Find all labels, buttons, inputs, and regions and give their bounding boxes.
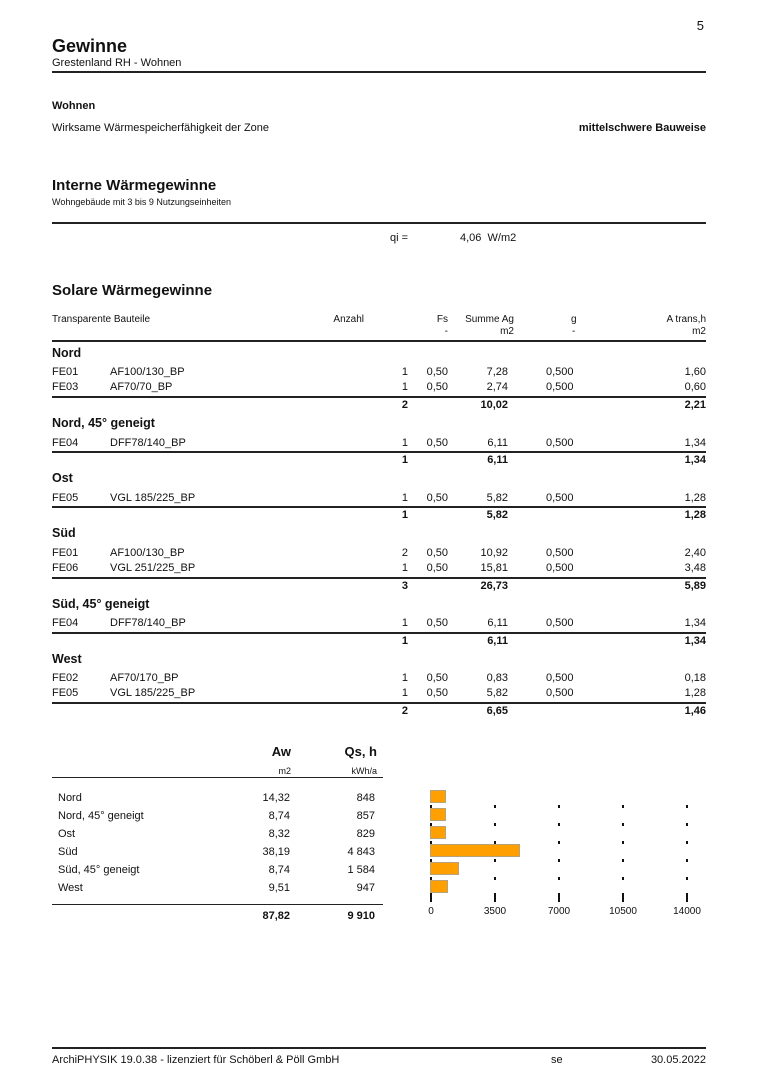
- group-heading: West: [52, 652, 82, 666]
- cell-id: FE06: [52, 562, 79, 574]
- cell-fs: 0,50: [426, 437, 448, 449]
- cell-id: FE01: [52, 547, 79, 559]
- cell-name: AF70/170_BP: [110, 672, 179, 684]
- cell-name: VGL 251/225_BP: [110, 562, 196, 574]
- footer-date: 30.05.2022: [650, 1054, 706, 1066]
- cell-name: AF70/70_BP: [110, 381, 173, 393]
- summary-row-name: Süd, 45° geneigt: [58, 864, 140, 876]
- cell-g: 0,500: [546, 381, 574, 393]
- summary-row-aw: 8,32: [268, 828, 290, 840]
- cell-fs: 0,50: [426, 562, 448, 574]
- summary-row-qs: 848: [356, 792, 375, 804]
- col-at-unit: m2: [692, 326, 706, 337]
- summary-row-name: Nord: [58, 792, 82, 804]
- footer-license: ArchiPHYSIK 19.0.38 - lizenziert für Schöberl & Pöll GmbH: [52, 1054, 340, 1066]
- sum-anzahl: 1: [401, 509, 408, 521]
- cell-at: 1,34: [684, 617, 706, 629]
- cell-anzahl: 1: [401, 672, 408, 684]
- internal-gains-subtitle: Wohngebäude mit 3 bis 9 Nutzungseinheiten: [52, 197, 231, 207]
- cell-name: VGL 185/225_BP: [110, 492, 196, 504]
- summary-col-qs: Qs, h: [344, 744, 377, 759]
- cell-at: 0,18: [684, 672, 706, 684]
- sum-anzahl: 1: [401, 454, 408, 466]
- zone-name: Wohnen: [52, 100, 96, 112]
- sum-ag: 5,82: [486, 509, 508, 521]
- summary-col-aw-unit: m2: [278, 766, 291, 776]
- cell-name: AF100/130_BP: [110, 366, 185, 378]
- col-ag: Summe Ag: [465, 314, 514, 325]
- cell-ag: 10,92: [480, 547, 508, 559]
- col-g: g: [571, 314, 577, 325]
- sum-anzahl: 1: [401, 635, 408, 647]
- cell-id: FE02: [52, 672, 79, 684]
- cell-anzahl: 1: [401, 617, 408, 629]
- summary-col-qs-unit: kWh/a: [351, 766, 377, 776]
- cell-g: 0,500: [546, 547, 574, 559]
- cell-fs: 0,50: [426, 617, 448, 629]
- cell-name: VGL 185/225_BP: [110, 687, 196, 699]
- summary-total-aw: 87,82: [262, 910, 290, 922]
- cell-ag: 15,81: [480, 562, 508, 574]
- cell-at: 1,60: [684, 366, 706, 378]
- cell-ag: 5,82: [486, 492, 508, 504]
- summary-row-name: West: [58, 882, 83, 894]
- bar-west: [430, 880, 448, 893]
- cell-name: DFF78/140_BP: [110, 437, 186, 449]
- cell-g: 0,500: [546, 617, 574, 629]
- group-heading: Süd, 45° geneigt: [52, 597, 150, 611]
- cell-ag: 6,11: [487, 617, 508, 629]
- col-g-unit: -: [572, 326, 576, 337]
- cell-anzahl: 2: [401, 547, 408, 559]
- bar-nord-45: [430, 808, 446, 821]
- zone-capacity-label: Wirksame Wärmespeicherfähigkeit der Zone: [52, 122, 270, 134]
- cell-fs: 0,50: [426, 547, 448, 559]
- group-heading: Ost: [52, 471, 73, 485]
- cell-fs: 0,50: [426, 492, 448, 504]
- cell-g: 0,500: [546, 366, 574, 378]
- summary-row-aw: 9,51: [268, 882, 290, 894]
- page-title: Gewinne: [52, 36, 128, 56]
- cell-at: 1,28: [684, 492, 706, 504]
- x-tick-label: 3500: [483, 906, 507, 917]
- qi-unit: W/m2: [487, 232, 517, 244]
- footer-divider: [52, 1047, 706, 1049]
- page-number: 5: [696, 18, 704, 33]
- col-bauteile: Transparente Bauteile: [52, 314, 151, 325]
- cell-g: 0,500: [546, 687, 574, 699]
- group-heading: Nord: [52, 346, 82, 360]
- footer-user: se: [551, 1054, 563, 1066]
- group-heading: Süd: [52, 526, 76, 540]
- cell-ag: 5,82: [486, 687, 508, 699]
- summary-row-qs: 829: [356, 828, 375, 840]
- sum-ag: 10,02: [480, 399, 508, 411]
- sum-at: 1,46: [684, 705, 706, 717]
- sum-at: 1,28: [684, 509, 706, 521]
- summary-row-aw: 14,32: [262, 792, 290, 804]
- col-fs-unit: -: [444, 326, 448, 337]
- sum-at: 2,21: [684, 399, 706, 411]
- cell-at: 1,34: [684, 437, 706, 449]
- sum-anzahl: 2: [401, 705, 408, 717]
- col-ag-unit: m2: [500, 326, 514, 337]
- cell-anzahl: 1: [401, 492, 408, 504]
- sum-anzahl: 3: [401, 580, 408, 592]
- cell-anzahl: 1: [401, 437, 408, 449]
- cell-g: 0,500: [546, 437, 574, 449]
- summary-row-name: Süd: [58, 846, 78, 858]
- summary-row-qs: 1 584: [347, 864, 375, 876]
- bar-sued-45: [430, 862, 459, 875]
- cell-id: FE04: [52, 617, 79, 629]
- cell-name: AF100/130_BP: [110, 547, 185, 559]
- cell-at: 1,28: [684, 687, 706, 699]
- col-anzahl: Anzahl: [333, 314, 364, 325]
- summary-row-qs: 857: [356, 810, 375, 822]
- cell-fs: 0,50: [426, 672, 448, 684]
- sum-at: 1,34: [684, 454, 706, 466]
- col-at: A trans,h: [666, 314, 706, 325]
- cell-id: FE01: [52, 366, 79, 378]
- sum-anzahl: 2: [401, 399, 408, 411]
- cell-ag: 2,74: [486, 381, 508, 393]
- sum-ag: 26,73: [480, 580, 508, 592]
- x-tick-label: 7000: [547, 906, 571, 917]
- cell-name: DFF78/140_BP: [110, 617, 186, 629]
- zone-capacity-value: mittelschwere Bauweise: [578, 122, 706, 134]
- cell-g: 0,500: [546, 492, 574, 504]
- summary-row-name: Nord, 45° geneigt: [58, 810, 144, 822]
- group-heading: Nord, 45° geneigt: [52, 416, 155, 430]
- summary-row-aw: 38,19: [262, 846, 290, 858]
- page-subtitle: Grestenland RH - Wohnen: [52, 57, 182, 69]
- cell-fs: 0,50: [426, 366, 448, 378]
- bar-ost: [430, 826, 446, 839]
- internal-gains-title: Interne Wärmegewinne: [52, 177, 217, 194]
- bar-nord: [430, 790, 446, 803]
- x-tick-label: 14000: [673, 906, 701, 917]
- summary-col-aw: Aw: [271, 744, 291, 759]
- sum-ag: 6,65: [486, 705, 508, 717]
- cell-at: 2,40: [684, 547, 706, 559]
- cell-id: FE03: [52, 381, 79, 393]
- x-tick-label: 10500: [609, 906, 637, 917]
- cell-id: FE05: [52, 492, 79, 504]
- col-fs: Fs: [436, 314, 448, 325]
- summary-total-qs: 9 910: [347, 910, 375, 922]
- qi-number: 4,06: [460, 232, 482, 244]
- summary-row-qs: 947: [356, 882, 375, 894]
- sum-at: 5,89: [684, 580, 706, 592]
- solar-gains-title: Solare Wärmegewinne: [52, 282, 213, 299]
- cell-fs: 0,50: [426, 381, 448, 393]
- bar-sued: [430, 844, 520, 857]
- summary-row-aw: 8,74: [268, 810, 290, 822]
- cell-anzahl: 1: [401, 366, 408, 378]
- sum-ag: 6,11: [487, 454, 508, 466]
- cell-id: FE05: [52, 687, 79, 699]
- cell-anzahl: 1: [401, 687, 408, 699]
- cell-fs: 0,50: [426, 687, 448, 699]
- cell-ag: 6,11: [487, 437, 508, 449]
- cell-anzahl: 1: [401, 381, 408, 393]
- x-tick-label: 0: [428, 906, 434, 917]
- sum-at: 1,34: [684, 635, 706, 647]
- sum-ag: 6,11: [487, 635, 508, 647]
- cell-ag: 0,83: [486, 672, 508, 684]
- qi-label: qi =: [390, 232, 409, 244]
- cell-anzahl: 1: [401, 562, 408, 574]
- cell-ag: 7,28: [486, 366, 508, 378]
- cell-id: FE04: [52, 437, 79, 449]
- summary-row-name: Ost: [58, 828, 76, 840]
- summary-row-qs: 4 843: [347, 846, 375, 858]
- cell-at: 0,60: [684, 381, 706, 393]
- cell-at: 3,48: [684, 562, 706, 574]
- summary-row-aw: 8,74: [268, 864, 290, 876]
- cell-g: 0,500: [546, 562, 574, 574]
- cell-g: 0,500: [546, 672, 574, 684]
